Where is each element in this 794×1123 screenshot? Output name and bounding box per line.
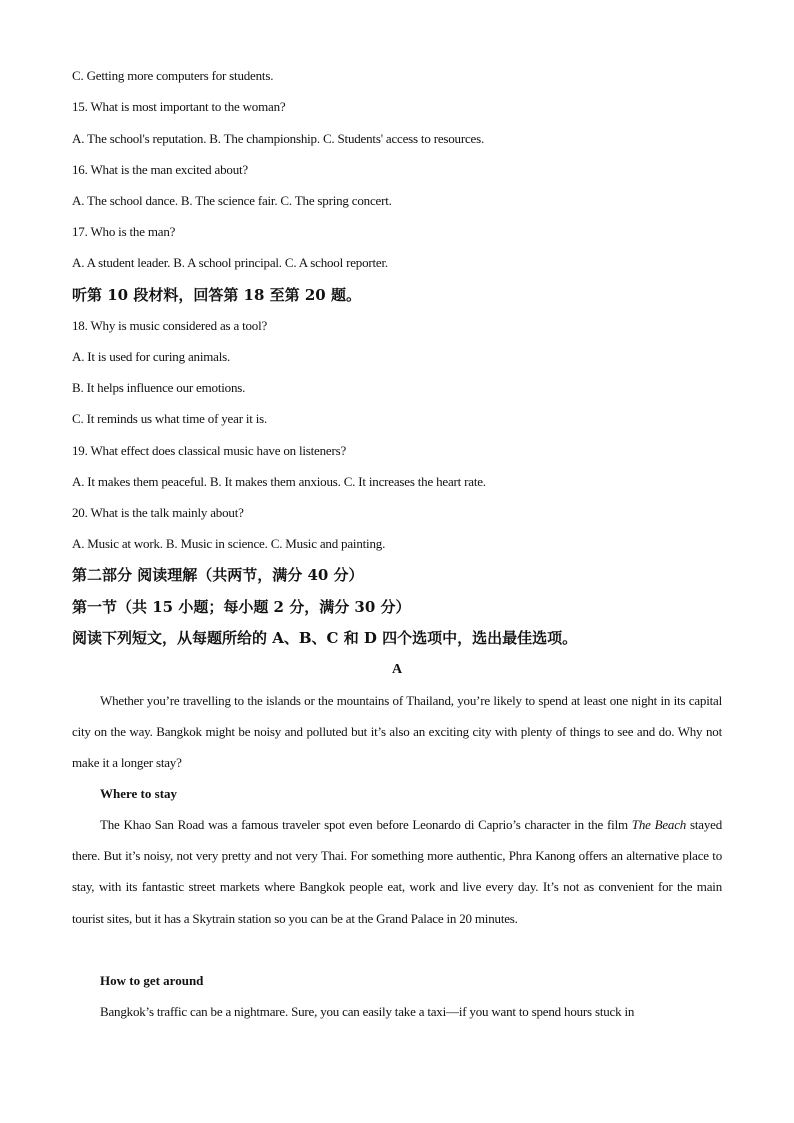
q19-question: 19. What effect does classical music have on listeners? [72, 443, 347, 458]
q16-question: 16. What is the man excited about? [72, 162, 248, 177]
q18-question: 18. Why is music considered as a tool? [72, 318, 268, 333]
film-title: The Beach [631, 817, 687, 832]
reading-part-heading: 第二部分 阅读理解（共两节，满分 40 分） [72, 566, 364, 584]
q17-question: 17. Who is the man? [72, 224, 176, 239]
section10-heading: 听第 10 段材料，回答第 18 至第 20 题。 [72, 286, 361, 304]
q19-options: A. It makes them peaceful. B. It makes them anxious. C. It increases the heart rate. [72, 474, 486, 489]
stay-paragraph-after: stayed there. But it’s noisy, not very pretty and not very Thai. For something more authentic, Phra Kanong offers an alternative place to stay, with its fantastic street markets where Bangkok people eat, work and live every day. It’s not as convenient for the main tourist sites, but it has a Skytrain station so you can be at the Grand Palace in 20 minutes. [72, 817, 723, 926]
reading-instruction: 阅读下列短文，从每题所给的 A、B、C 和 D 四个选项中，选出最佳选项。 [72, 629, 578, 647]
q20-options: A. Music at work. B. Music in science. C. Music and painting. [72, 536, 386, 551]
q18-option-b: B. It helps influence our emotions. [72, 380, 246, 395]
intro-paragraph: Whether you’re travelling to the islands or the mountains of Thailand, you’re likely to spend at least one night in its capital city on the way. Bangkok might be noisy and polluted but it’s also an exciting city with plenty of things to see and do. Why not make it a longer stay? [72, 693, 722, 771]
q15-options: A. The school's reputation. B. The championship. C. Students' access to resources. [72, 131, 485, 146]
q14-option-c: C. Getting more computers for students. [72, 68, 274, 83]
stay-paragraph [72, 809, 722, 934]
q17-options: A. A student leader. B. A school principal. C. A school reporter. [72, 255, 388, 270]
where-to-stay-heading: Where to stay [100, 786, 178, 801]
reading-section-heading: 第一节（共 15 小题；每小题 2 分，满分 30 分） [72, 598, 411, 616]
passage-label: A [391, 662, 403, 677]
q15-question: 15. What is most important to the woman? [72, 99, 286, 114]
q20-question: 20. What is the talk mainly about? [72, 505, 244, 520]
get-around-paragraph: Bangkok’s traffic can be a nightmare. Sure, you can easily take a taxi—if you want to spend hours stuck in [100, 1004, 635, 1019]
q16-options: A. The school dance. B. The science fair. C. The spring concert. [72, 193, 392, 208]
stay-paragraph-before: The Khao San Road was a famous traveler spot even before Leonardo di Caprio’s character in the film [100, 817, 632, 832]
q18-option-a: A. It is used for curing animals. [72, 349, 231, 364]
q18-option-c: C. It reminds us what time of year it is. [72, 411, 268, 426]
get-around-heading: How to get around [100, 973, 204, 988]
